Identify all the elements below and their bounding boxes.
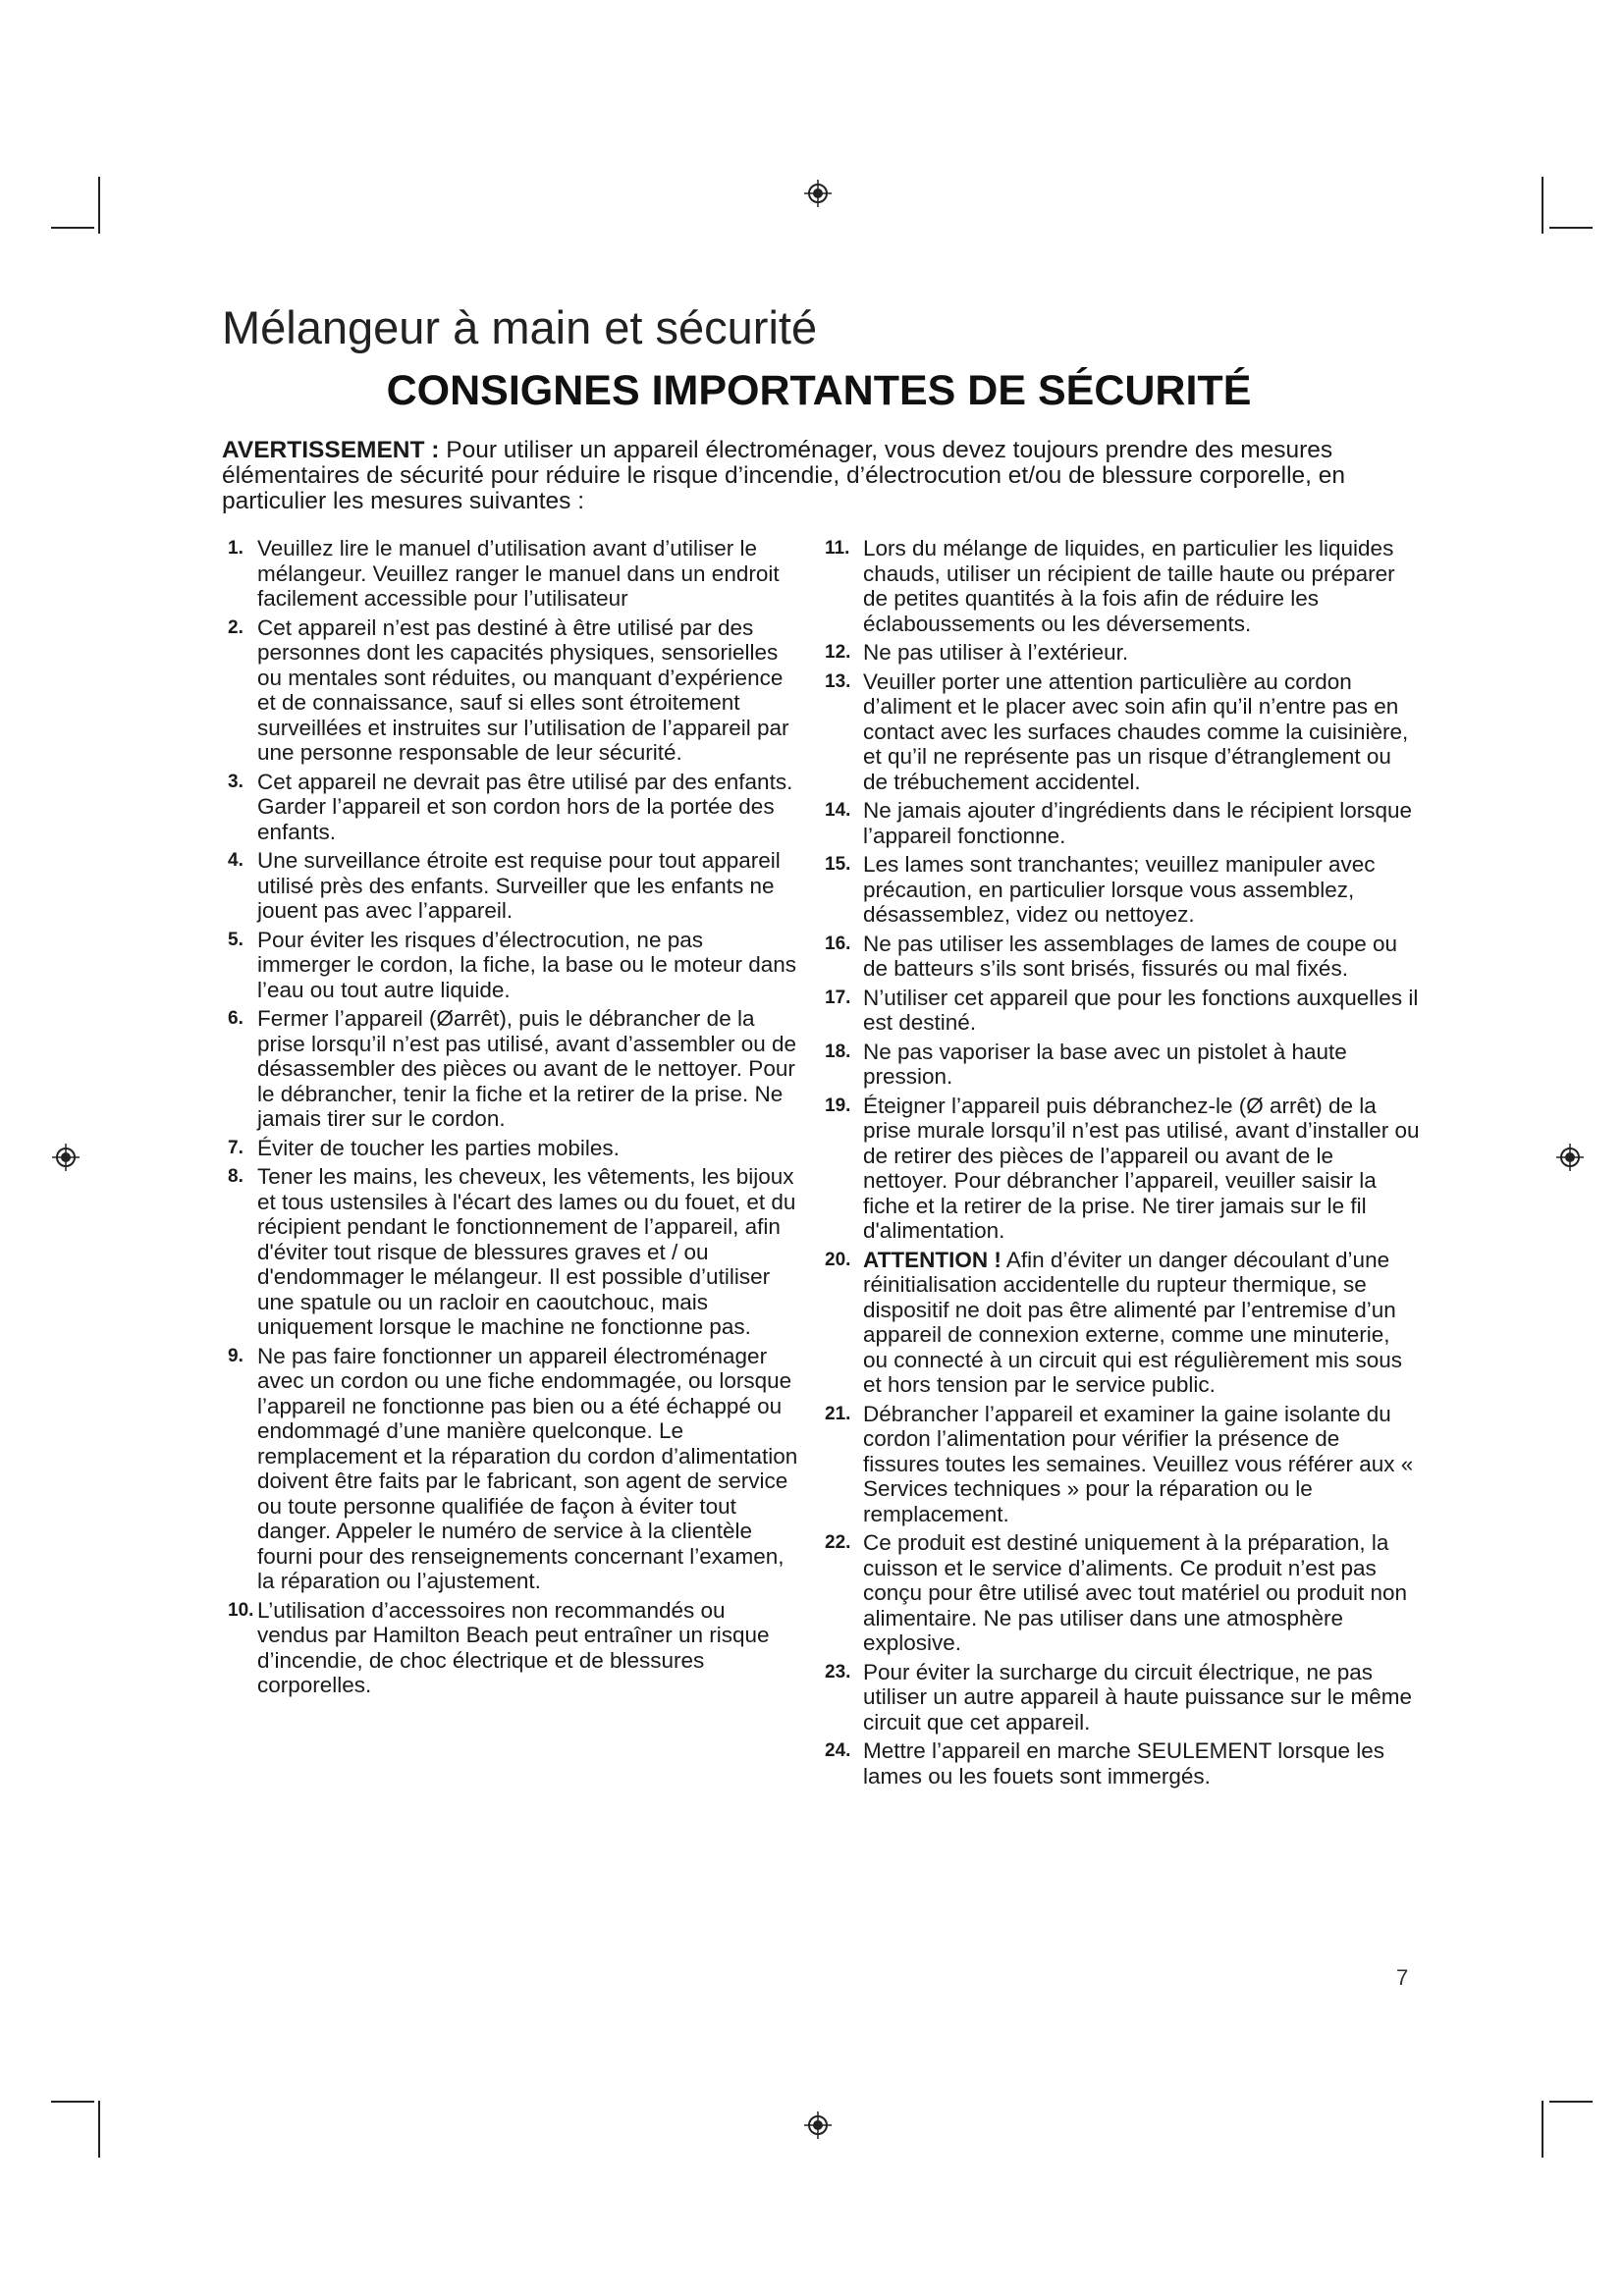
item-number: 15. <box>825 854 851 875</box>
item-number: 4. <box>228 850 244 871</box>
list-item <box>825 1659 1420 1735</box>
item-label: ATTENTION ! <box>863 1247 1001 1272</box>
item-text: Les lames sont tranchantes; veuillez manipuler avec précaution, en particulier lorsque vous assemblez, désassemblez, videz ou nettoyez. <box>863 852 1376 927</box>
item-text: Ne pas utiliser à l’extérieur. <box>863 640 1129 665</box>
list-item <box>228 769 801 845</box>
item-text: Ne pas vaporiser la base avec un pistolet à haute pression. <box>863 1039 1347 1089</box>
item-number: 5. <box>228 929 244 950</box>
item-number: 20. <box>825 1249 851 1270</box>
warning-label: AVERTISSEMENT : <box>222 437 440 463</box>
item-text: Une surveillance étroite est requise pour tout appareil utilisé près des enfants. Surveiller que les enfants ne jouent pas avec l’appareil. <box>257 848 781 923</box>
instructions-right-column <box>825 536 1420 1792</box>
item-text: Pour éviter la surcharge du circuit électrique, ne pas utiliser un autre appareil à haute puissance sur le même circuit que cet appareil. <box>863 1659 1413 1735</box>
item-text: Pour éviter les risques d’électrocution, ne pas immerger le cordon, la fiche, la base ou le moteur dans l’eau ou tout autre liquide. <box>257 927 797 1002</box>
list-item <box>825 1738 1420 1789</box>
registration-mark-icon <box>803 2110 833 2140</box>
instructions-left-column <box>228 536 801 1702</box>
crop-mark <box>1542 2101 1543 2158</box>
item-text: Cet appareil ne devrait pas être utilisé par des enfants. Garder l’appareil et son cordon hors de la portée des enfants. <box>257 769 793 844</box>
page-number: 7 <box>1396 1965 1409 1990</box>
item-text: Ne jamais ajouter d’ingrédients dans le récipient lorsque l’appareil fonctionne. <box>863 798 1413 848</box>
registration-mark-icon <box>1555 1143 1585 1172</box>
item-number: 8. <box>228 1166 244 1187</box>
item-number: 21. <box>825 1403 851 1424</box>
crop-mark <box>98 177 100 234</box>
item-number: 1. <box>228 538 244 559</box>
list-item <box>825 1530 1420 1656</box>
item-text: Éviter de toucher les parties mobiles. <box>257 1135 620 1160</box>
crop-mark <box>98 2101 100 2158</box>
list-item <box>825 1093 1420 1244</box>
list-item <box>825 668 1420 795</box>
list-item <box>228 1343 801 1594</box>
item-number: 23. <box>825 1661 851 1682</box>
item-number: 3. <box>228 771 244 792</box>
crop-mark <box>1542 177 1543 234</box>
list-item <box>825 640 1420 666</box>
list-item <box>825 1039 1420 1090</box>
crop-mark <box>51 2101 94 2103</box>
item-text: Ce produit est destiné uniquement à la préparation, la cuisson et le service d’aliments. Ce produit n’est pas conçu pour être utilisé avec tout matériel ou produit non alimentaire. Ne pas utiliser dans une atmosphère explosive. <box>863 1530 1408 1655</box>
list-item <box>825 798 1420 848</box>
warning-intro <box>222 438 1420 514</box>
item-number: 18. <box>825 1041 851 1062</box>
item-number: 9. <box>228 1345 244 1366</box>
list-item <box>825 852 1420 928</box>
item-number: 24. <box>825 1740 851 1761</box>
list-item <box>228 1597 801 1698</box>
list-item <box>825 985 1420 1036</box>
item-text: L’utilisation d’accessoires non recommandés ou vendus par Hamilton Beach peut entraîner un risque d’incendie, de choc électrique et de blessures corporelles. <box>257 1597 770 1697</box>
item-text: Fermer l’appareil (Øarrêt), puis le débrancher de la prise lorsqu’il n’est pas utilisé, avant d’assembler ou de désassembler des pièces ou avant de le nettoyer. Pour le débrancher, tenir la fiche et la retirer de la prise. Ne jamais tirer sur le cordon. <box>257 1006 797 1131</box>
item-number: 14. <box>825 800 851 821</box>
item-text: Tener les mains, les cheveux, les vêtements, les bijoux et tous ustensiles à l'écart des lames ou du fouet, et du récipient pendant le fonctionnement de l’appareil, afin d'éviter tout risque de blessures graves et / ou d'endommager le mélangeur. Il est possible d’utiliser une spatule ou un racloir en caoutchouc, mais uniquement lorsque le machine ne fonctionne pas. <box>257 1164 796 1339</box>
item-text: N’utiliser cet appareil que pour les fonctions auxquelles il est destiné. <box>863 985 1419 1035</box>
list-item <box>825 536 1420 636</box>
item-number: 17. <box>825 987 851 1008</box>
item-text: Ne pas utiliser les assemblages de lames de coupe ou de batteurs s’ils sont brisés, fissurés ou mal fixés. <box>863 931 1398 981</box>
item-text: Lors du mélange de liquides, en particulier les liquides chauds, utiliser un récipient de taille haute ou préparer de petites quantités à la fois afin de réduire les éclaboussements ou les déversements. <box>863 536 1395 636</box>
item-number: 16. <box>825 933 851 954</box>
list-item <box>228 1006 801 1132</box>
list-item <box>228 848 801 924</box>
item-text: Mettre l’appareil en marche SEULEMENT lorsque les lames ou les fouets sont immergés. <box>863 1738 1385 1789</box>
item-number: 19. <box>825 1095 851 1116</box>
item-number: 12. <box>825 642 851 663</box>
page-title: CONSIGNES IMPORTANTES DE SÉCURITÉ <box>386 367 1252 414</box>
item-number: 7. <box>228 1137 244 1158</box>
list-item <box>228 927 801 1003</box>
item-text: Débrancher l’appareil et examiner la gaine isolante du cordon l’alimentation pour vérifier la présence de fissures toutes les semaines. Veuillez vous référer aux « Services techniques » pour la réparation ou le remplacement. <box>863 1401 1414 1526</box>
crop-mark <box>1549 2101 1593 2103</box>
section-subtitle: Mélangeur à main et sécurité <box>222 301 818 353</box>
list-item <box>825 931 1420 982</box>
item-text: Cet appareil n’est pas destiné à être utilisé par des personnes dont les capacités physiques, sensorielles ou mentales sont réduites, ou manquant d’expérience et de connaissance, sauf si elles sont étroitement surveillées et instruites sur l’utilisation de l’appareil par une personne responsable de leur sécurité. <box>257 614 789 765</box>
item-text: Veuiller porter une attention particulière au cordon d’aliment et le placer avec soin afin qu’il n’entre pas en contact avec les surfaces chaudes comme la cuisinière, et qu’il ne représente pas un risque d’étranglement ou de trébuchement accidentel. <box>863 668 1409 794</box>
crop-mark <box>1549 227 1593 229</box>
item-text: Veuillez lire le manuel d’utilisation avant d’utiliser le mélangeur. Veuillez ranger le manuel dans un endroit facilement accessible pour l’utilisateur <box>257 536 780 611</box>
item-text: Afin d’éviter un danger découlant d’une réinitialisation accidentelle du rupteur thermique, se dispositif ne doit pas être alimenté par l’entremise d’un appareil de connexion externe, comme une minuterie, ou connecté à un circuit qui est régulièrement mis sous et hors tension par le service public. <box>863 1247 1403 1397</box>
list-item <box>228 614 801 766</box>
registration-mark-icon <box>803 179 833 208</box>
registration-mark-icon <box>51 1143 81 1172</box>
item-number: 11. <box>825 538 850 559</box>
warning-text: Pour utiliser un appareil électroménager, vous devez toujours prendre des mesures élémentaires de sécurité pour réduire le risque d’incendie, d’électrocution et/ou de blessure corporelle, en particulier les mesures suivantes : <box>222 437 1345 514</box>
crop-mark <box>51 227 94 229</box>
item-number: 13. <box>825 670 851 692</box>
list-item <box>825 1247 1420 1398</box>
item-number: 10. <box>228 1599 254 1621</box>
list-item <box>228 1164 801 1340</box>
list-item <box>228 536 801 612</box>
item-number: 2. <box>228 616 244 638</box>
item-number: 6. <box>228 1008 244 1029</box>
list-item <box>228 1135 801 1161</box>
list-item <box>825 1401 1420 1527</box>
item-text: Éteigner l’appareil puis débranchez-le (Ø arrêt) de la prise murale lorsqu’il n’est pas utilisé, avant d’installer ou de retirer des pièces de l’appareil ou avant de le nettoyer. Pour débrancher l’appareil, veuiller saisir la fiche et la retirer de la prise. Ne tirer jamais sur le fil d'alimentation. <box>863 1093 1420 1243</box>
item-number: 22. <box>825 1532 851 1553</box>
item-text: Ne pas faire fonctionner un appareil électroménager avec un cordon ou une fiche endommagée, ou lorsque l’appareil ne fonctionne pas bien ou a été échappé ou endommagé d’une manière quelconque. Le remplacement et la réparation du cordon d’alimentation doivent être faits par le fabricant, son agent de service ou toute personne qualifiée de façon à éviter tout danger. Appeler le numéro de service à la clientèle fourni pour des renseignements concernant l’examen, la réparation ou l’ajustement. <box>257 1343 798 1593</box>
